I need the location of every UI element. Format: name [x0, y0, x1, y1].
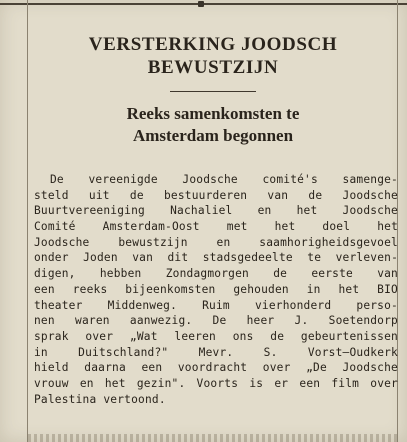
body-line: onder Joden van dit stadsgedeelte te verleven-: [34, 251, 398, 265]
body-line: hield daarna een voordracht over „De Joodsche: [34, 361, 398, 375]
headline: [30, 33, 396, 79]
body-line: nen waren aanwezig. De heer J. Soetendorp: [34, 314, 398, 328]
subheadline-line-2: Amsterdam begonnen: [132, 126, 294, 145]
top-rule: [0, 3, 407, 5]
body-line: in Duitschland?" Mevr. S. Vorst—Oudkerk: [34, 345, 398, 359]
body-line: een reeks bijeenkomsten gehouden in het BIO: [34, 282, 398, 296]
headline-line-2: BEWUSTZIJN: [147, 57, 279, 78]
body-line: digen, hebben Zondagmorgen de eerste van: [34, 267, 398, 281]
body-line: theater Middenweg. Ruim vierhonderd perso-: [34, 298, 398, 312]
article-body: [34, 172, 398, 407]
body-line: vrouw en het gezin". Voorts is er een film over: [34, 376, 398, 390]
headline-line-1: VERSTERKING JOODSCH: [88, 34, 338, 55]
left-column-rule: [27, 0, 28, 442]
headline-divider: [170, 91, 256, 92]
next-article-edge: [28, 434, 397, 442]
subheadline-line-1: Reeks samenkomsten te: [126, 104, 300, 123]
body-line: Palestina vertoond.: [34, 392, 166, 406]
rule-ornament: [198, 1, 204, 7]
body-line: De vereenigde Joodsche comité's samenge-: [50, 173, 398, 186]
body-line: steld uit de bestuurderen van de Joodsche: [34, 188, 398, 202]
body-line: Joodsche bewustzijn en saamhorigheidsgevoel: [34, 235, 398, 249]
subheadline: [30, 103, 396, 147]
body-line: Comité Amsterdam-Oost met het doel het: [34, 220, 398, 234]
body-line: Buurtvereeniging Nachaliel en het Joodsche: [34, 204, 398, 218]
body-line: sprak over „Wat leeren ons de gebeurtenissen: [34, 329, 398, 343]
